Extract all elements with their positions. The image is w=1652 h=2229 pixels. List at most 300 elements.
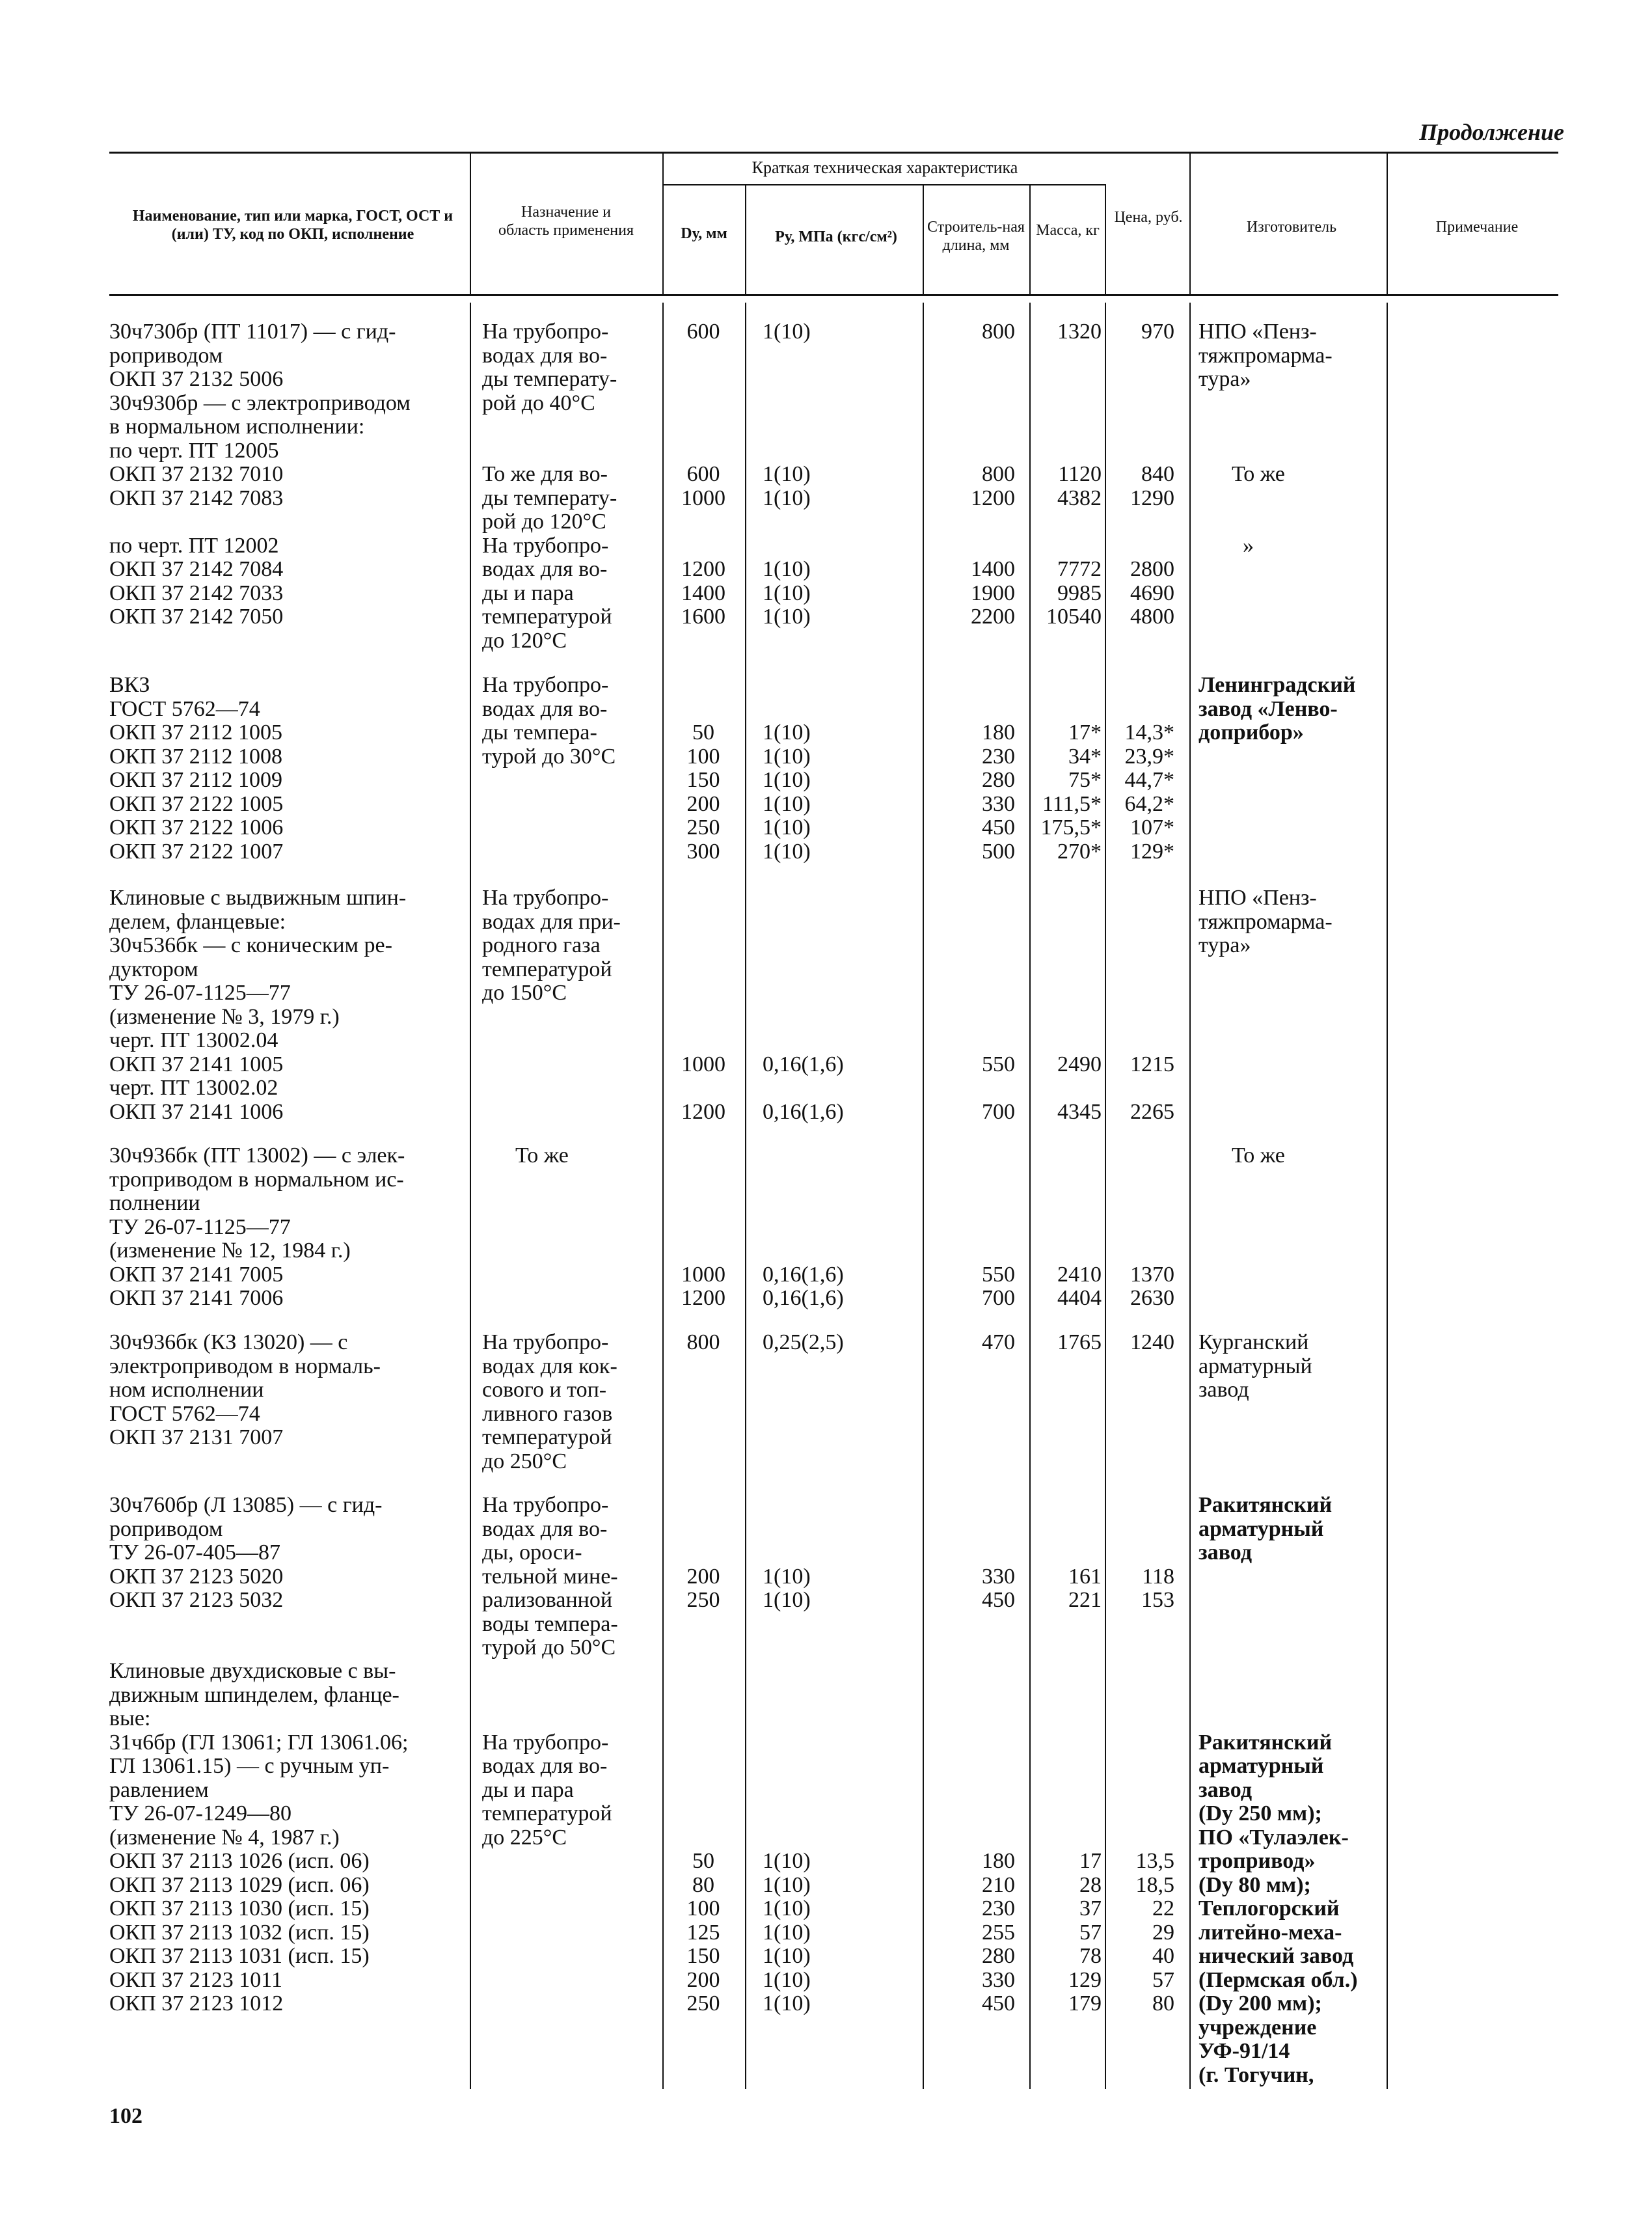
text-line: дуктором xyxy=(109,957,198,981)
text-line xyxy=(924,510,1015,534)
text-line: тяжпромарма- xyxy=(1198,343,1333,368)
text-line: 0,16(1,6) xyxy=(763,1286,844,1310)
text-line xyxy=(664,534,742,558)
text-line: 1400 xyxy=(971,557,1015,581)
text-line: ды и пара xyxy=(482,581,574,605)
cell-py xyxy=(750,886,925,1124)
text-line xyxy=(664,1660,742,1684)
text-line xyxy=(1106,1076,1174,1101)
text-line: 280 xyxy=(982,1944,1015,1968)
text-line: (изменение № 4, 1987 г.) xyxy=(109,1825,340,1850)
cell-length xyxy=(924,1494,1015,1613)
text-line xyxy=(1106,1494,1174,1518)
text-line: ОКП 37 2132 7010 xyxy=(109,462,284,486)
text-line: воды темпера- xyxy=(482,1611,618,1636)
text-line xyxy=(664,368,742,392)
text-line xyxy=(1106,415,1174,439)
text-line: 2800 xyxy=(1130,557,1174,581)
text-line xyxy=(1106,1518,1174,1542)
cell-dy xyxy=(664,320,742,629)
body-col-line xyxy=(1189,303,1191,2089)
continuation-label: Продолжение xyxy=(1419,119,1564,145)
text-line: Теплогорский xyxy=(1198,1896,1340,1921)
text-line xyxy=(1198,1660,1358,1684)
text-line xyxy=(763,1826,925,1850)
text-line: 10540 xyxy=(1046,605,1102,629)
text-line: ТУ 26-07-1249—80 xyxy=(109,1801,291,1826)
text-line xyxy=(1033,981,1102,1005)
body-col-line xyxy=(745,303,746,2089)
text-line: 2410 xyxy=(1057,1262,1102,1287)
text-line: 1(10) xyxy=(763,1967,811,1992)
text-line xyxy=(924,1518,1015,1542)
text-line: роприводом xyxy=(109,1516,223,1541)
text-line xyxy=(664,392,742,416)
text-line xyxy=(1033,1518,1102,1542)
text-line: ТУ 26-07-1125—77 xyxy=(109,981,291,1005)
text-line: 450 xyxy=(982,1991,1015,2016)
text-line: (Пермская обл.) xyxy=(1198,1967,1358,1992)
text-line xyxy=(763,1239,925,1263)
text-line: ОКП 37 2141 7005 xyxy=(109,1262,284,1287)
text-line xyxy=(924,1076,1015,1101)
cell-manufacturer xyxy=(1198,320,1333,558)
text-line xyxy=(763,1755,925,1779)
text-line xyxy=(1033,439,1102,463)
text-line: 1370 xyxy=(1130,1262,1174,1287)
text-line xyxy=(1106,698,1174,722)
text-line: 37 xyxy=(1079,1896,1102,1921)
text-line xyxy=(1106,1684,1174,1708)
text-line: учреждение xyxy=(1198,2015,1317,2040)
text-line: 1120 xyxy=(1058,462,1102,486)
text-line: троприводом в нормальном ис- xyxy=(109,1167,404,1192)
text-line xyxy=(664,344,742,368)
text-line: Курганский xyxy=(1198,1330,1309,1354)
text-line xyxy=(924,1494,1015,1518)
text-line xyxy=(1033,698,1102,722)
text-line: 2200 xyxy=(971,605,1015,629)
text-line: 270* xyxy=(1057,839,1102,864)
text-line xyxy=(1033,674,1102,698)
cell-mass xyxy=(1033,1144,1102,1311)
text-line: (г. Тогучин, xyxy=(1198,2062,1314,2087)
text-line: (Dу 200 мм); xyxy=(1198,1991,1322,2016)
text-line: 175,5* xyxy=(1040,815,1102,840)
text-line: 1(10) xyxy=(763,1564,811,1589)
text-line: ОКП 37 2113 1031 (исп. 15) xyxy=(109,1944,370,1968)
text-line xyxy=(664,1005,742,1030)
text-line: УФ-91/14 xyxy=(1198,2039,1290,2063)
cell-manufacturer xyxy=(1198,1144,1285,1168)
text-line: ОКП 37 2122 1007 xyxy=(109,839,284,864)
text-line: 40 xyxy=(1152,1944,1174,1968)
text-line xyxy=(1033,1494,1102,1518)
text-line xyxy=(924,1541,1015,1565)
header-col-line xyxy=(1105,185,1106,294)
header-mass: Масса, кг xyxy=(1036,222,1100,239)
header-name: Наименование, тип или марка, ГОСТ, ОСТ и (или) ТУ, код по ОКП, исполнение xyxy=(132,208,454,243)
cell-application xyxy=(482,320,617,653)
text-line: ды температу- xyxy=(482,367,617,391)
cell-mass xyxy=(1033,1660,1102,2016)
text-line xyxy=(924,1707,1015,1731)
text-line xyxy=(1106,439,1174,463)
text-line: 1240 xyxy=(1130,1330,1174,1354)
text-line: 30ч930бр — с электроприводом xyxy=(109,390,411,415)
text-line: ОКП 37 2142 7050 xyxy=(109,605,284,629)
text-line xyxy=(1106,1168,1174,1192)
text-line xyxy=(924,1239,1015,1263)
text-line: ТУ 26-07-405—87 xyxy=(109,1540,280,1565)
text-line: ды температу- xyxy=(482,485,617,510)
text-line: 1200 xyxy=(681,557,725,581)
header-top-rule xyxy=(109,152,1558,154)
text-line: 200 xyxy=(686,791,720,816)
text-line xyxy=(1033,1144,1102,1168)
text-line: 1290 xyxy=(1130,485,1174,510)
text-line: То же xyxy=(1198,462,1285,486)
text-line xyxy=(763,674,925,698)
text-line: Ракитянский xyxy=(1198,1493,1333,1517)
text-line xyxy=(664,1731,742,1755)
text-line: турой до 30°С xyxy=(482,744,616,769)
text-line xyxy=(1033,1779,1102,1803)
cell-name xyxy=(109,1494,382,1613)
text-line: сового и топ- xyxy=(482,1378,607,1402)
text-line: 107* xyxy=(1130,815,1174,840)
cell-length xyxy=(924,886,1015,1124)
cell-name xyxy=(109,1144,405,1311)
text-line: до 250°С xyxy=(482,1449,567,1473)
text-line: 1(10) xyxy=(763,320,811,344)
text-line xyxy=(924,674,1015,698)
text-line: 118 xyxy=(1142,1564,1174,1589)
text-line xyxy=(1033,1684,1102,1708)
text-line xyxy=(1106,1802,1174,1826)
text-line xyxy=(763,1684,925,1708)
text-line xyxy=(924,439,1015,463)
text-line xyxy=(1033,1802,1102,1826)
header-len: Строитель-ная длина, мм xyxy=(927,219,1025,254)
text-line: 200 xyxy=(686,1564,720,1589)
header-col-line xyxy=(470,154,471,294)
text-line xyxy=(924,1216,1015,1240)
text-line: ОКП 37 2113 1029 (исп. 06) xyxy=(109,1872,370,1897)
text-line xyxy=(1106,1192,1174,1216)
text-line: завод xyxy=(1198,1378,1249,1402)
text-line: 450 xyxy=(982,815,1015,840)
text-line xyxy=(763,1005,925,1030)
text-line xyxy=(924,698,1015,722)
text-line: вые: xyxy=(109,1706,151,1730)
text-line xyxy=(924,1779,1015,1803)
text-line xyxy=(1106,1144,1174,1168)
cell-manufacturer xyxy=(1198,1494,1332,1565)
text-line: 1215 xyxy=(1130,1052,1174,1076)
text-line: ОКП 37 2123 1012 xyxy=(109,1991,284,2016)
text-line: 30ч730бр (ПТ 11017) — с гид- xyxy=(109,320,396,344)
header-col-line xyxy=(662,154,664,294)
text-line: 9985 xyxy=(1057,581,1102,605)
text-line: 1(10) xyxy=(763,1849,811,1873)
text-line xyxy=(924,1029,1015,1053)
header-manufacturer: Изготовитель xyxy=(1246,219,1337,236)
text-line: 200 xyxy=(686,1967,720,1992)
text-line: 30ч536бк — с коническим ре- xyxy=(109,933,392,957)
text-line xyxy=(763,392,925,416)
header-py: Pу, МПа (кгс/см²) xyxy=(775,228,897,245)
text-line xyxy=(482,1660,612,1684)
text-line: 44,7* xyxy=(1124,768,1174,792)
text-line: ды и пара xyxy=(482,1777,574,1802)
text-line: 30ч936бк (КЗ 13020) — с xyxy=(109,1330,348,1354)
text-line: рой до 120°С xyxy=(482,510,606,534)
text-line: 550 xyxy=(982,1052,1015,1076)
text-line xyxy=(1033,1076,1102,1101)
text-line xyxy=(763,1541,925,1565)
text-line: по черт. ПТ 12005 xyxy=(109,438,279,463)
text-line: 1200 xyxy=(971,485,1015,510)
text-line xyxy=(1106,910,1174,935)
text-line xyxy=(924,1802,1015,1826)
cell-name xyxy=(109,886,406,1124)
cell-length xyxy=(924,1660,1015,2016)
text-line xyxy=(664,1494,742,1518)
text-line: 50 xyxy=(692,1849,714,1873)
text-line xyxy=(1106,1660,1174,1684)
text-line: 230 xyxy=(982,1896,1015,1921)
cell-price xyxy=(1106,320,1174,629)
text-line: 0,25(2,5) xyxy=(763,1330,844,1354)
text-line xyxy=(763,698,925,722)
text-line: 7772 xyxy=(1057,557,1102,581)
text-line xyxy=(664,1779,742,1803)
text-line xyxy=(109,510,411,534)
text-line: (изменение № 12, 1984 г.) xyxy=(109,1238,351,1263)
text-line xyxy=(924,534,1015,558)
text-line xyxy=(924,934,1015,958)
text-line xyxy=(924,1755,1015,1779)
text-line xyxy=(924,344,1015,368)
text-line: ОКП 37 2141 7006 xyxy=(109,1286,284,1310)
text-line xyxy=(1033,910,1102,935)
text-line: 125 xyxy=(686,1920,720,1945)
header-group-title: Краткая техническая характеристика xyxy=(752,158,1018,177)
text-line: 13,5 xyxy=(1135,1849,1174,1873)
text-line: 1(10) xyxy=(763,557,811,581)
text-line xyxy=(1198,439,1333,463)
text-line: турой до 50°С xyxy=(482,1635,616,1660)
cell-price xyxy=(1106,1331,1174,1355)
text-line: 1320 xyxy=(1057,320,1102,344)
text-line xyxy=(664,439,742,463)
text-line: 78 xyxy=(1079,1944,1102,1968)
cell-name xyxy=(109,1331,381,1450)
text-line: 800 xyxy=(686,1330,720,1354)
text-line: 250 xyxy=(686,1588,720,1612)
text-line: 75* xyxy=(1068,768,1102,792)
text-line xyxy=(664,1144,742,1168)
text-line: роприводом xyxy=(109,343,223,368)
text-line: ОКП 37 2131 7007 xyxy=(109,1425,284,1449)
cell-length xyxy=(924,1144,1015,1311)
text-line xyxy=(482,439,617,463)
text-line: черт. ПТ 13002.04 xyxy=(109,1028,278,1052)
text-line xyxy=(924,958,1015,982)
cell-length xyxy=(924,320,1015,629)
text-line xyxy=(664,1541,742,1565)
cell-py xyxy=(750,1331,925,1355)
text-line xyxy=(664,886,742,910)
text-line: Клиновые двухдисковые с вы- xyxy=(109,1659,396,1683)
text-line xyxy=(924,886,1015,910)
text-line: движным шпинделем, фланце- xyxy=(109,1682,399,1707)
text-line xyxy=(763,1802,925,1826)
cell-price xyxy=(1106,1660,1174,2016)
text-line xyxy=(763,886,925,910)
text-line xyxy=(664,910,742,935)
text-line xyxy=(664,1518,742,1542)
text-line: ОКП 37 2123 1011 xyxy=(109,1967,283,1992)
text-line xyxy=(1106,958,1174,982)
text-line: делем, фланцевые: xyxy=(109,909,286,934)
text-line: ОКП 37 2113 1026 (исп. 06) xyxy=(109,1849,370,1873)
text-line xyxy=(924,415,1015,439)
cell-dy xyxy=(664,1660,742,2016)
text-line: 30ч760бр (Л 13085) — с гид- xyxy=(109,1493,383,1517)
header-use: Назначение и область применения xyxy=(498,204,634,239)
text-line: 1000 xyxy=(681,485,725,510)
text-line xyxy=(1198,1707,1358,1731)
cell-application xyxy=(482,886,621,1005)
text-line: 4800 xyxy=(1130,605,1174,629)
text-line: до 120°С xyxy=(482,628,567,653)
text-line xyxy=(763,934,925,958)
text-line: тура» xyxy=(1198,933,1251,957)
text-line xyxy=(763,1731,925,1755)
text-line: 600 xyxy=(686,320,720,344)
text-line: 30ч936бк (ПТ 13002) — с элек- xyxy=(109,1143,405,1168)
text-line: 450 xyxy=(982,1588,1015,1612)
text-line: ОКП 37 2123 5032 xyxy=(109,1588,284,1612)
text-line: ОКП 37 2142 7084 xyxy=(109,557,284,581)
text-line: 330 xyxy=(982,1564,1015,1589)
header-note: Примечание xyxy=(1435,219,1519,236)
text-line xyxy=(1033,415,1102,439)
text-line xyxy=(664,981,742,1005)
text-line: На трубопро- xyxy=(482,1330,609,1354)
text-line xyxy=(664,1216,742,1240)
text-line xyxy=(924,1168,1015,1192)
text-line: 29 xyxy=(1152,1920,1174,1945)
text-line: 129 xyxy=(1068,1967,1102,1992)
text-line xyxy=(924,1144,1015,1168)
cell-name xyxy=(109,320,411,629)
cell-application xyxy=(482,1660,612,1850)
text-line xyxy=(1033,392,1102,416)
text-line: водах для во- xyxy=(482,696,608,721)
text-line xyxy=(1106,934,1174,958)
text-line: ОКП 37 2112 1009 xyxy=(109,768,283,792)
text-line xyxy=(1106,534,1174,558)
text-line xyxy=(763,1779,925,1803)
text-line: 0,16(1,6) xyxy=(763,1099,844,1124)
text-line xyxy=(763,439,925,463)
text-line xyxy=(664,958,742,982)
text-line xyxy=(1106,886,1174,910)
text-line: » xyxy=(1198,533,1254,558)
text-line: 250 xyxy=(686,815,720,840)
text-line xyxy=(763,910,925,935)
text-line xyxy=(1198,415,1333,439)
text-line: 500 xyxy=(982,839,1015,864)
cell-manufacturer xyxy=(1198,1660,1358,2087)
text-line: 1200 xyxy=(681,1286,725,1310)
text-line: То же xyxy=(482,1143,569,1168)
text-line: в нормальном исполнении: xyxy=(109,415,365,439)
text-line xyxy=(1106,1731,1174,1755)
cell-dy xyxy=(664,1494,742,1613)
text-line xyxy=(763,1076,925,1101)
text-line xyxy=(763,534,925,558)
text-line: 1(10) xyxy=(763,485,811,510)
text-line: НПО «Пенз- xyxy=(1198,886,1317,910)
text-line xyxy=(763,958,925,982)
text-line: родного газа xyxy=(482,933,601,957)
text-line: до 150°С xyxy=(482,981,567,1005)
header-col-line xyxy=(1189,154,1191,294)
text-line xyxy=(924,1684,1015,1708)
text-line xyxy=(664,1707,742,1731)
text-line xyxy=(763,1660,925,1684)
text-line: 4404 xyxy=(1057,1286,1102,1310)
text-line xyxy=(763,1494,925,1518)
text-line xyxy=(1106,1826,1174,1850)
text-line: 28 xyxy=(1079,1872,1102,1897)
text-line xyxy=(763,510,925,534)
text-line xyxy=(1033,934,1102,958)
text-line xyxy=(1033,1168,1102,1192)
text-line: равлением xyxy=(109,1777,209,1802)
text-line: То же xyxy=(1198,1143,1285,1168)
text-line: 600 xyxy=(686,462,720,486)
text-line xyxy=(1106,510,1174,534)
text-line xyxy=(763,1707,925,1731)
text-line: ОКП 37 2113 1030 (исп. 15) xyxy=(109,1896,370,1921)
text-line: ОКП 37 2122 1006 xyxy=(109,815,284,840)
text-line xyxy=(1198,487,1333,511)
text-line: На трубопро- xyxy=(482,1730,609,1755)
text-line: 17* xyxy=(1068,720,1102,745)
text-line xyxy=(1033,958,1102,982)
text-line: по черт. ПТ 12002 xyxy=(109,533,279,558)
text-line: 255 xyxy=(982,1920,1015,1945)
text-line: 1(10) xyxy=(763,1896,811,1921)
text-line: 1(10) xyxy=(763,815,811,840)
cell-price xyxy=(1106,1494,1174,1613)
text-line: тяжпромарма- xyxy=(1198,909,1333,934)
text-line: ТУ 26-07-1125—77 xyxy=(109,1214,291,1239)
text-line: ГОСТ 5762—74 xyxy=(109,696,260,721)
text-line: 153 xyxy=(1141,1588,1174,1612)
text-line xyxy=(1106,1541,1174,1565)
text-line: нический завод xyxy=(1198,1944,1354,1968)
text-line: 0,16(1,6) xyxy=(763,1052,844,1076)
cell-mass xyxy=(1033,886,1102,1124)
text-line: 80 xyxy=(1152,1991,1174,2016)
text-line: 1(10) xyxy=(763,744,811,769)
